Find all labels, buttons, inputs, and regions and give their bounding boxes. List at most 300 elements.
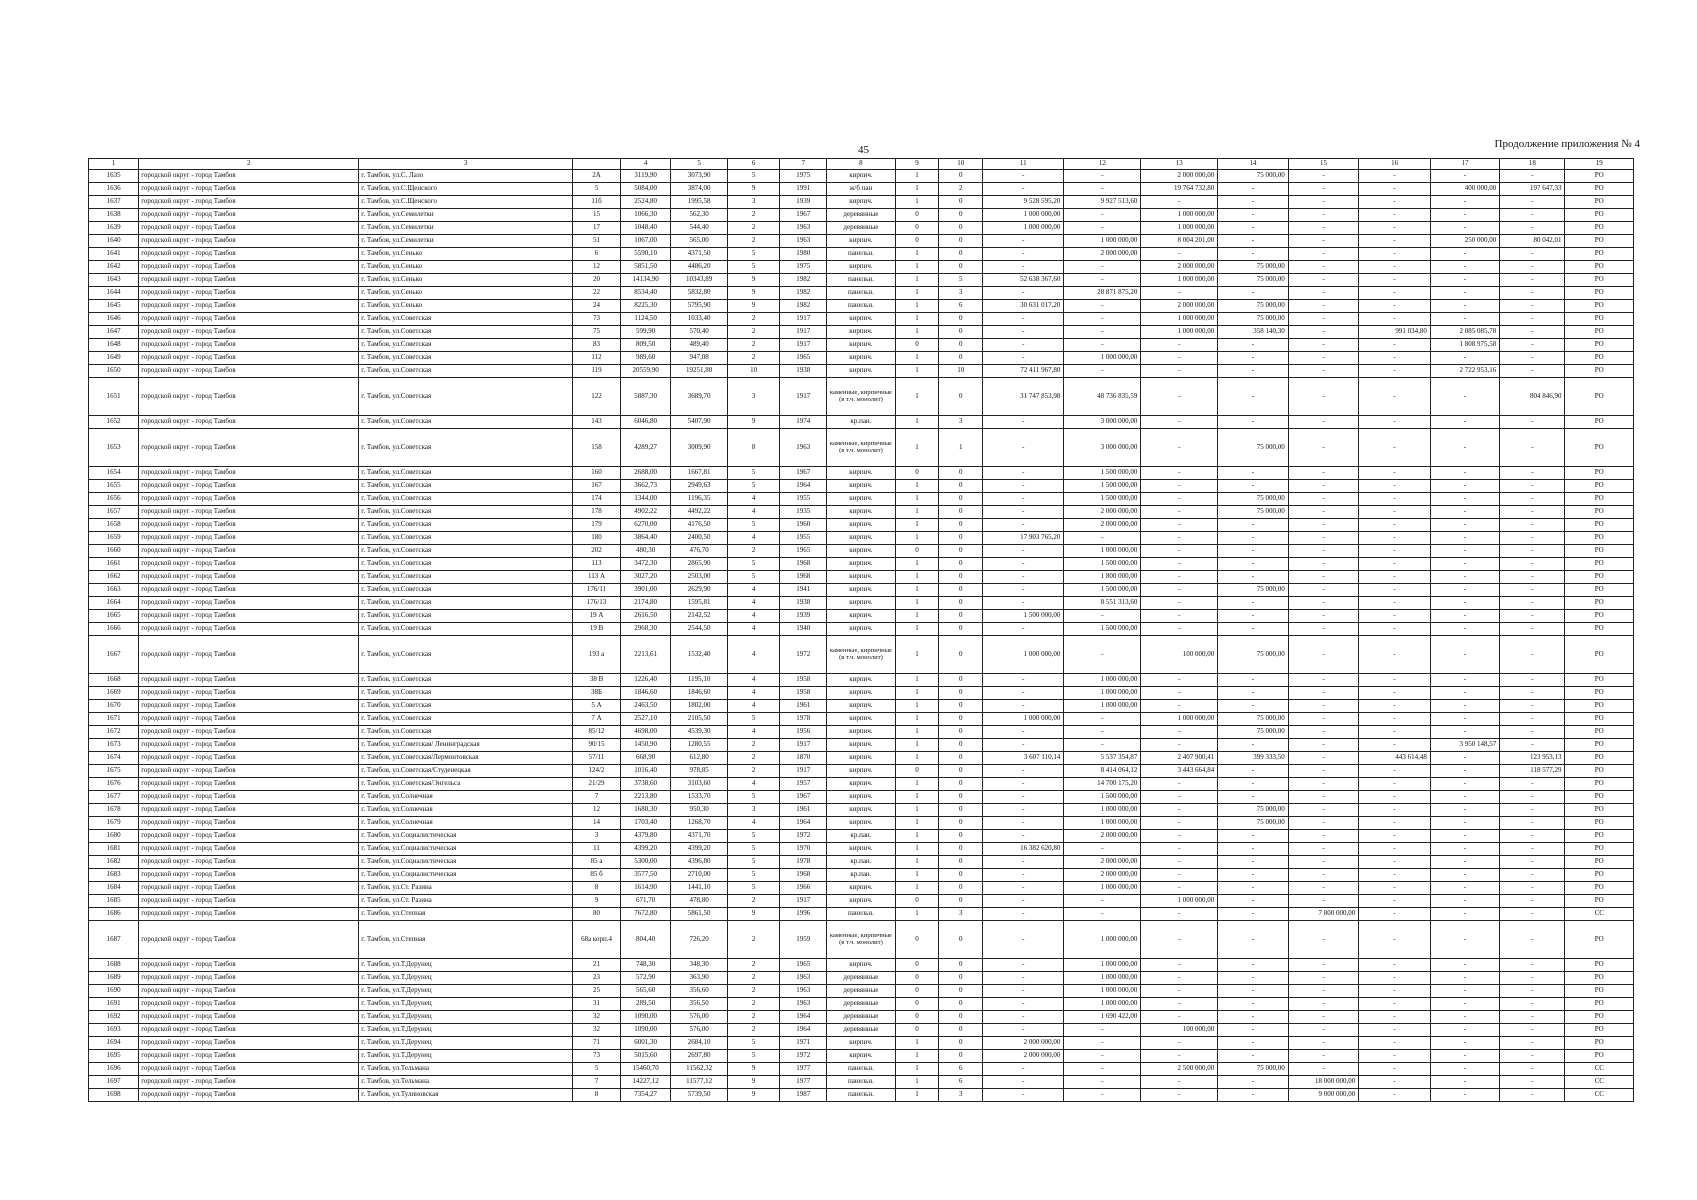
cell-build-year: 1964 <box>780 1024 827 1037</box>
cell-col-17: - <box>1430 895 1499 908</box>
cell-floors: 2 <box>727 545 779 558</box>
cell-living-area: 3689,70 <box>671 378 728 416</box>
cell-total-area: 1450,90 <box>621 739 671 752</box>
cell-row-number: 1698 <box>89 1089 139 1102</box>
cell-house-number: 143 <box>572 416 620 429</box>
cell-address: г. Тамбов, ул.Советская <box>359 597 573 610</box>
cell-col-15: - <box>1288 571 1359 584</box>
cell-col-15: - <box>1288 804 1359 817</box>
cell-total-area: 1067,00 <box>621 235 671 248</box>
cell-col-18: - <box>1500 196 1565 209</box>
column-header-address: 3 <box>359 159 573 170</box>
column-header-row-number: 1 <box>89 159 139 170</box>
cell-address: г. Тамбов, ул.Социалистическая <box>359 856 573 869</box>
cell-col-11: - <box>983 726 1064 739</box>
cell-row-number: 1662 <box>89 571 139 584</box>
cell-col-14: - <box>1218 674 1289 687</box>
cell-col-10: 0 <box>939 326 983 339</box>
cell-col-18: - <box>1500 313 1565 326</box>
cell-col-13: - <box>1141 339 1218 352</box>
cell-col-18: - <box>1500 869 1565 882</box>
cell-wall-material: кирпич. <box>827 610 895 623</box>
cell-row-number: 1692 <box>89 1011 139 1024</box>
cell-build-year: 1958 <box>780 687 827 700</box>
cell-col-10: 0 <box>939 1024 983 1037</box>
cell-fund-type: РО <box>1565 830 1634 843</box>
cell-living-area: 978,85 <box>671 765 728 778</box>
cell-col-10: 0 <box>939 1050 983 1063</box>
cell-build-year: 1956 <box>780 726 827 739</box>
cell-col-11: - <box>983 571 1064 584</box>
column-header-municipality: 2 <box>139 159 359 170</box>
cell-col-16: - <box>1359 480 1431 493</box>
cell-total-area: 5887,30 <box>621 378 671 416</box>
cell-col-9: 1 <box>895 804 939 817</box>
cell-col-15: - <box>1288 467 1359 480</box>
cell-fund-type: РО <box>1565 739 1634 752</box>
column-header-living-area: 5 <box>671 159 728 170</box>
cell-fund-type: РО <box>1565 222 1634 235</box>
cell-house-number: 85/12 <box>572 726 620 739</box>
cell-col-11: 52 638 367,60 <box>983 274 1064 287</box>
cell-house-number: 24 <box>572 300 620 313</box>
cell-col-14: - <box>1218 339 1289 352</box>
cell-municipality: городской округ - город Тамбов <box>139 467 359 480</box>
cell-municipality: городской округ - город Тамбов <box>139 196 359 209</box>
cell-floors: 3 <box>727 804 779 817</box>
cell-col-18: 123 953,13 <box>1500 752 1565 765</box>
cell-col-9: 1 <box>895 365 939 378</box>
cell-col-13: - <box>1141 778 1218 791</box>
cell-col-10: 0 <box>939 597 983 610</box>
cell-col-15: - <box>1288 687 1359 700</box>
cell-col-17: - <box>1430 1037 1499 1050</box>
cell-col-15: - <box>1288 998 1359 1011</box>
cell-wall-material: панельн. <box>827 1063 895 1076</box>
cell-address: г. Тамбов, ул.Советская <box>359 339 573 352</box>
cell-municipality: городской округ - город Тамбов <box>139 248 359 261</box>
cell-col-10: 0 <box>939 998 983 1011</box>
cell-col-9: 1 <box>895 856 939 869</box>
cell-col-18: - <box>1500 985 1565 998</box>
cell-col-17: - <box>1430 467 1499 480</box>
table-row <box>89 882 1634 895</box>
cell-house-number: 71 <box>572 1037 620 1050</box>
cell-col-15: - <box>1288 739 1359 752</box>
cell-wall-material: кирпич. <box>827 713 895 726</box>
cell-floors: 2 <box>727 1011 779 1024</box>
cell-house-number: 21 <box>572 959 620 972</box>
cell-col-9: 1 <box>895 791 939 804</box>
cell-col-10: 0 <box>939 700 983 713</box>
cell-wall-material: кирпич. <box>827 196 895 209</box>
cell-col-12: 1 500 000,00 <box>1064 480 1141 493</box>
cell-col-16: - <box>1359 261 1431 274</box>
cell-col-16: - <box>1359 636 1431 674</box>
column-header-col-11: 11 <box>983 159 1064 170</box>
cell-col-12: 1 500 000,00 <box>1064 558 1141 571</box>
cell-address: г. Тамбов, ул.Т.Дерунец <box>359 1050 573 1063</box>
cell-municipality: городской округ - город Тамбов <box>139 183 359 196</box>
cell-build-year: 1961 <box>780 700 827 713</box>
cell-col-15: - <box>1288 287 1359 300</box>
cell-floors: 4 <box>727 623 779 636</box>
cell-floors: 5 <box>727 713 779 726</box>
cell-col-14: 358 140,30 <box>1218 326 1289 339</box>
cell-col-17: - <box>1430 1089 1499 1102</box>
cell-col-9: 0 <box>895 765 939 778</box>
cell-col-11: - <box>983 506 1064 519</box>
cell-build-year: 1963 <box>780 998 827 1011</box>
cell-col-15: - <box>1288 856 1359 869</box>
cell-col-11: - <box>983 817 1064 830</box>
cell-col-10: 3 <box>939 287 983 300</box>
cell-col-15: - <box>1288 817 1359 830</box>
cell-col-9: 0 <box>895 235 939 248</box>
cell-col-14: - <box>1218 843 1289 856</box>
cell-build-year: 1968 <box>780 869 827 882</box>
cell-fund-type: РО <box>1565 365 1634 378</box>
cell-build-year: 1980 <box>780 248 827 261</box>
cell-col-11: - <box>983 429 1064 467</box>
cell-floors: 5 <box>727 571 779 584</box>
cell-col-10: 0 <box>939 532 983 545</box>
cell-col-9: 0 <box>895 467 939 480</box>
cell-col-10: 3 <box>939 908 983 921</box>
cell-col-10: 0 <box>939 778 983 791</box>
cell-col-11: 2 000 000,00 <box>983 1050 1064 1063</box>
cell-total-area: 3864,40 <box>621 532 671 545</box>
cell-row-number: 1665 <box>89 610 139 623</box>
cell-row-number: 1651 <box>89 378 139 416</box>
cell-col-14: - <box>1218 791 1289 804</box>
cell-build-year: 1957 <box>780 778 827 791</box>
cell-fund-type: РО <box>1565 804 1634 817</box>
cell-col-13: 2 000 000,00 <box>1141 300 1218 313</box>
cell-col-14: - <box>1218 765 1289 778</box>
cell-municipality: городской округ - город Тамбов <box>139 713 359 726</box>
cell-col-9: 1 <box>895 1089 939 1102</box>
cell-house-number: 176/13 <box>572 597 620 610</box>
cell-address: г. Тамбов, ул.Советская <box>359 700 573 713</box>
cell-floors: 4 <box>727 687 779 700</box>
cell-municipality: городской округ - город Тамбов <box>139 326 359 339</box>
cell-col-11: - <box>983 791 1064 804</box>
cell-col-10: 0 <box>939 623 983 636</box>
cell-col-18: - <box>1500 1076 1565 1089</box>
cell-col-12: - <box>1064 1076 1141 1089</box>
cell-col-10: 1 <box>939 429 983 467</box>
cell-total-area: 289,50 <box>621 998 671 1011</box>
cell-col-12: 1 000 000,00 <box>1064 804 1141 817</box>
cell-living-area: 2105,50 <box>671 713 728 726</box>
cell-col-14: - <box>1218 196 1289 209</box>
cell-col-13: 2 407 900,41 <box>1141 752 1218 765</box>
cell-wall-material: каменные, кирпичные (в т.ч. монолит) <box>827 636 895 674</box>
cell-col-11: - <box>983 623 1064 636</box>
cell-col-13: - <box>1141 985 1218 998</box>
cell-fund-type: РО <box>1565 623 1634 636</box>
cell-build-year: 1917 <box>780 739 827 752</box>
cell-living-area: 3103,60 <box>671 778 728 791</box>
cell-living-area: 476,70 <box>671 545 728 558</box>
cell-row-number: 1652 <box>89 416 139 429</box>
cell-col-11: - <box>983 998 1064 1011</box>
cell-wall-material: кирпич. <box>827 545 895 558</box>
cell-col-13: 1 000 000,00 <box>1141 313 1218 326</box>
cell-col-15: - <box>1288 183 1359 196</box>
cell-wall-material: кирпич. <box>827 804 895 817</box>
cell-floors: 5 <box>727 1050 779 1063</box>
cell-col-15: - <box>1288 274 1359 287</box>
cell-house-number: 124/2 <box>572 765 620 778</box>
cell-municipality: городской округ - город Тамбов <box>139 817 359 830</box>
cell-house-number: 176/11 <box>572 584 620 597</box>
cell-living-area: 4486,20 <box>671 261 728 274</box>
cell-col-17: - <box>1430 584 1499 597</box>
cell-col-18: - <box>1500 908 1565 921</box>
cell-col-11: 1 000 000,00 <box>983 222 1064 235</box>
cell-col-18: - <box>1500 895 1565 908</box>
cell-floors: 10 <box>727 365 779 378</box>
cell-row-number: 1677 <box>89 791 139 804</box>
cell-living-area: 1532,40 <box>671 636 728 674</box>
cell-col-12: 28 871 875,20 <box>1064 287 1141 300</box>
cell-municipality: городской округ - город Тамбов <box>139 1024 359 1037</box>
cell-col-13: 19 764 732,80 <box>1141 183 1218 196</box>
cell-fund-type: РО <box>1565 274 1634 287</box>
cell-col-16: - <box>1359 378 1431 416</box>
cell-floors: 9 <box>727 274 779 287</box>
cell-col-9: 1 <box>895 248 939 261</box>
cell-col-14: 75 000,00 <box>1218 726 1289 739</box>
cell-col-17: - <box>1430 882 1499 895</box>
cell-col-16: - <box>1359 287 1431 300</box>
cell-total-area: 2174,80 <box>621 597 671 610</box>
cell-col-12: 9 927 513,60 <box>1064 196 1141 209</box>
cell-wall-material: кирпич. <box>827 326 895 339</box>
cell-col-16: - <box>1359 908 1431 921</box>
cell-col-15: - <box>1288 261 1359 274</box>
cell-col-18: - <box>1500 687 1565 700</box>
cell-build-year: 1982 <box>780 287 827 300</box>
cell-col-11: - <box>983 700 1064 713</box>
cell-col-9: 1 <box>895 610 939 623</box>
cell-house-number: 11б <box>572 196 620 209</box>
cell-floors: 5 <box>727 261 779 274</box>
column-header-build-year: 7 <box>780 159 827 170</box>
cell-build-year: 1965 <box>780 959 827 972</box>
cell-col-15: - <box>1288 700 1359 713</box>
cell-wall-material: кирпич. <box>827 959 895 972</box>
cell-col-14: - <box>1218 222 1289 235</box>
cell-municipality: городской округ - город Тамбов <box>139 597 359 610</box>
cell-row-number: 1655 <box>89 480 139 493</box>
cell-build-year: 1965 <box>780 545 827 558</box>
cell-row-number: 1657 <box>89 506 139 519</box>
cell-col-18: - <box>1500 558 1565 571</box>
cell-municipality: городской округ - город Тамбов <box>139 365 359 378</box>
cell-col-10: 0 <box>939 339 983 352</box>
cell-total-area: 5300,00 <box>621 856 671 869</box>
cell-col-13: - <box>1141 545 1218 558</box>
cell-living-area: 2142,52 <box>671 610 728 623</box>
cell-wall-material: панельн. <box>827 274 895 287</box>
cell-address: г. Тамбов, ул.Сенько <box>359 300 573 313</box>
cell-wall-material: кирпич. <box>827 597 895 610</box>
cell-address: г. Тамбов, ул.Т.Дерунец <box>359 1011 573 1024</box>
cell-build-year: 1870 <box>780 752 827 765</box>
cell-col-18: - <box>1500 429 1565 467</box>
cell-house-number: 83 <box>572 339 620 352</box>
cell-col-18: - <box>1500 248 1565 261</box>
cell-floors: 2 <box>727 921 779 959</box>
cell-col-13: - <box>1141 506 1218 519</box>
cell-col-10: 0 <box>939 830 983 843</box>
cell-floors: 2 <box>727 1024 779 1037</box>
cell-fund-type: РО <box>1565 584 1634 597</box>
cell-col-16: - <box>1359 519 1431 532</box>
cell-living-area: 1196,35 <box>671 493 728 506</box>
cell-build-year: 1963 <box>780 235 827 248</box>
appendix-continuation-note: Продолжение приложения № 4 <box>1494 138 1640 150</box>
cell-col-17: - <box>1430 378 1499 416</box>
cell-total-area: 1344,00 <box>621 493 671 506</box>
cell-col-18: - <box>1500 1024 1565 1037</box>
cell-fund-type: СС <box>1565 908 1634 921</box>
cell-row-number: 1659 <box>89 532 139 545</box>
cell-house-number: 32 <box>572 1011 620 1024</box>
cell-col-15: - <box>1288 597 1359 610</box>
cell-col-17: - <box>1430 921 1499 959</box>
cell-floors: 5 <box>727 248 779 261</box>
cell-municipality: городской округ - город Тамбов <box>139 1011 359 1024</box>
cell-col-14: 399 333,50 <box>1218 752 1289 765</box>
cell-floors: 2 <box>727 352 779 365</box>
cell-col-10: 6 <box>939 1076 983 1089</box>
cell-col-15: - <box>1288 493 1359 506</box>
cell-col-13: - <box>1141 908 1218 921</box>
cell-col-10: 6 <box>939 300 983 313</box>
cell-col-17: - <box>1430 571 1499 584</box>
cell-living-area: 544,40 <box>671 222 728 235</box>
cell-col-9: 1 <box>895 882 939 895</box>
cell-col-18: - <box>1500 636 1565 674</box>
column-header-house-number <box>572 159 620 170</box>
table-row <box>89 752 1634 765</box>
table-row <box>89 274 1634 287</box>
cell-living-area: 2503,00 <box>671 571 728 584</box>
cell-col-14: 75 000,00 <box>1218 274 1289 287</box>
cell-col-10: 0 <box>939 378 983 416</box>
cell-col-16: - <box>1359 726 1431 739</box>
cell-col-16: - <box>1359 558 1431 571</box>
cell-col-11: - <box>983 882 1064 895</box>
cell-living-area: 1268,70 <box>671 817 728 830</box>
cell-fund-type: РО <box>1565 700 1634 713</box>
cell-col-17: 1 808 975,58 <box>1430 339 1499 352</box>
cell-col-14: - <box>1218 287 1289 300</box>
cell-row-number: 1670 <box>89 700 139 713</box>
cell-address: г. Тамбов, ул.Сенько <box>359 287 573 300</box>
cell-col-12: 3 000 000,00 <box>1064 416 1141 429</box>
cell-house-number: 193 а <box>572 636 620 674</box>
cell-house-number: 112 <box>572 352 620 365</box>
cell-col-16: - <box>1359 830 1431 843</box>
cell-col-12: 1 000 000,00 <box>1064 687 1141 700</box>
cell-wall-material: кирпич. <box>827 467 895 480</box>
cell-wall-material: панельн. <box>827 908 895 921</box>
cell-col-16: - <box>1359 274 1431 287</box>
cell-build-year: 1977 <box>780 1076 827 1089</box>
cell-address: г. Тамбов, ул.Советская/Энгельса <box>359 778 573 791</box>
cell-col-18: - <box>1500 700 1565 713</box>
cell-floors: 9 <box>727 1089 779 1102</box>
cell-municipality: городской округ - город Тамбов <box>139 429 359 467</box>
cell-floors: 2 <box>727 959 779 972</box>
cell-total-area: 2527,10 <box>621 713 671 726</box>
cell-col-10: 0 <box>939 235 983 248</box>
cell-wall-material: кр.пан. <box>827 416 895 429</box>
cell-col-16: - <box>1359 429 1431 467</box>
cell-col-12: 1 000 000,00 <box>1064 959 1141 972</box>
cell-floors: 9 <box>727 416 779 429</box>
cell-wall-material: деревянные <box>827 985 895 998</box>
table-row <box>89 765 1634 778</box>
cell-col-15: - <box>1288 248 1359 261</box>
cell-col-13: 2 000 000,00 <box>1141 170 1218 183</box>
cell-col-11: - <box>983 1024 1064 1037</box>
cell-col-9: 1 <box>895 1037 939 1050</box>
cell-col-14: - <box>1218 480 1289 493</box>
table-row <box>89 235 1634 248</box>
cell-address: г. Тамбов, ул.Т.Дерунец <box>359 998 573 1011</box>
table-row <box>89 493 1634 506</box>
cell-col-14: - <box>1218 700 1289 713</box>
cell-col-13: - <box>1141 726 1218 739</box>
cell-col-17: - <box>1430 752 1499 765</box>
cell-col-18: - <box>1500 532 1565 545</box>
table-row <box>89 287 1634 300</box>
table-row <box>89 571 1634 584</box>
cell-fund-type: РО <box>1565 558 1634 571</box>
cell-total-area: 7354,27 <box>621 1089 671 1102</box>
cell-col-10: 0 <box>939 804 983 817</box>
cell-total-area: 5084,00 <box>621 183 671 196</box>
cell-col-14: - <box>1218 895 1289 908</box>
column-header-col-18: 18 <box>1500 159 1565 170</box>
cell-municipality: городской округ - город Тамбов <box>139 636 359 674</box>
cell-total-area: 2213,61 <box>621 636 671 674</box>
cell-wall-material: каменные, кирпичные (в т.ч. монолит) <box>827 921 895 959</box>
table-row <box>89 506 1634 519</box>
table-row <box>89 623 1634 636</box>
cell-total-area: 748,30 <box>621 959 671 972</box>
cell-col-13: - <box>1141 739 1218 752</box>
cell-living-area: 356,50 <box>671 998 728 1011</box>
cell-col-14: - <box>1218 248 1289 261</box>
cell-municipality: городской округ - город Тамбов <box>139 222 359 235</box>
cell-address: г. Тамбов, ул.С. Лазо <box>359 170 573 183</box>
cell-col-15: - <box>1288 480 1359 493</box>
cell-address: г. Тамбов, ул.Тельмана <box>359 1063 573 1076</box>
cell-col-18: - <box>1500 365 1565 378</box>
cell-col-15: - <box>1288 1011 1359 1024</box>
cell-fund-type: РО <box>1565 752 1634 765</box>
cell-col-15: - <box>1288 416 1359 429</box>
cell-build-year: 1963 <box>780 222 827 235</box>
cell-col-15: - <box>1288 339 1359 352</box>
